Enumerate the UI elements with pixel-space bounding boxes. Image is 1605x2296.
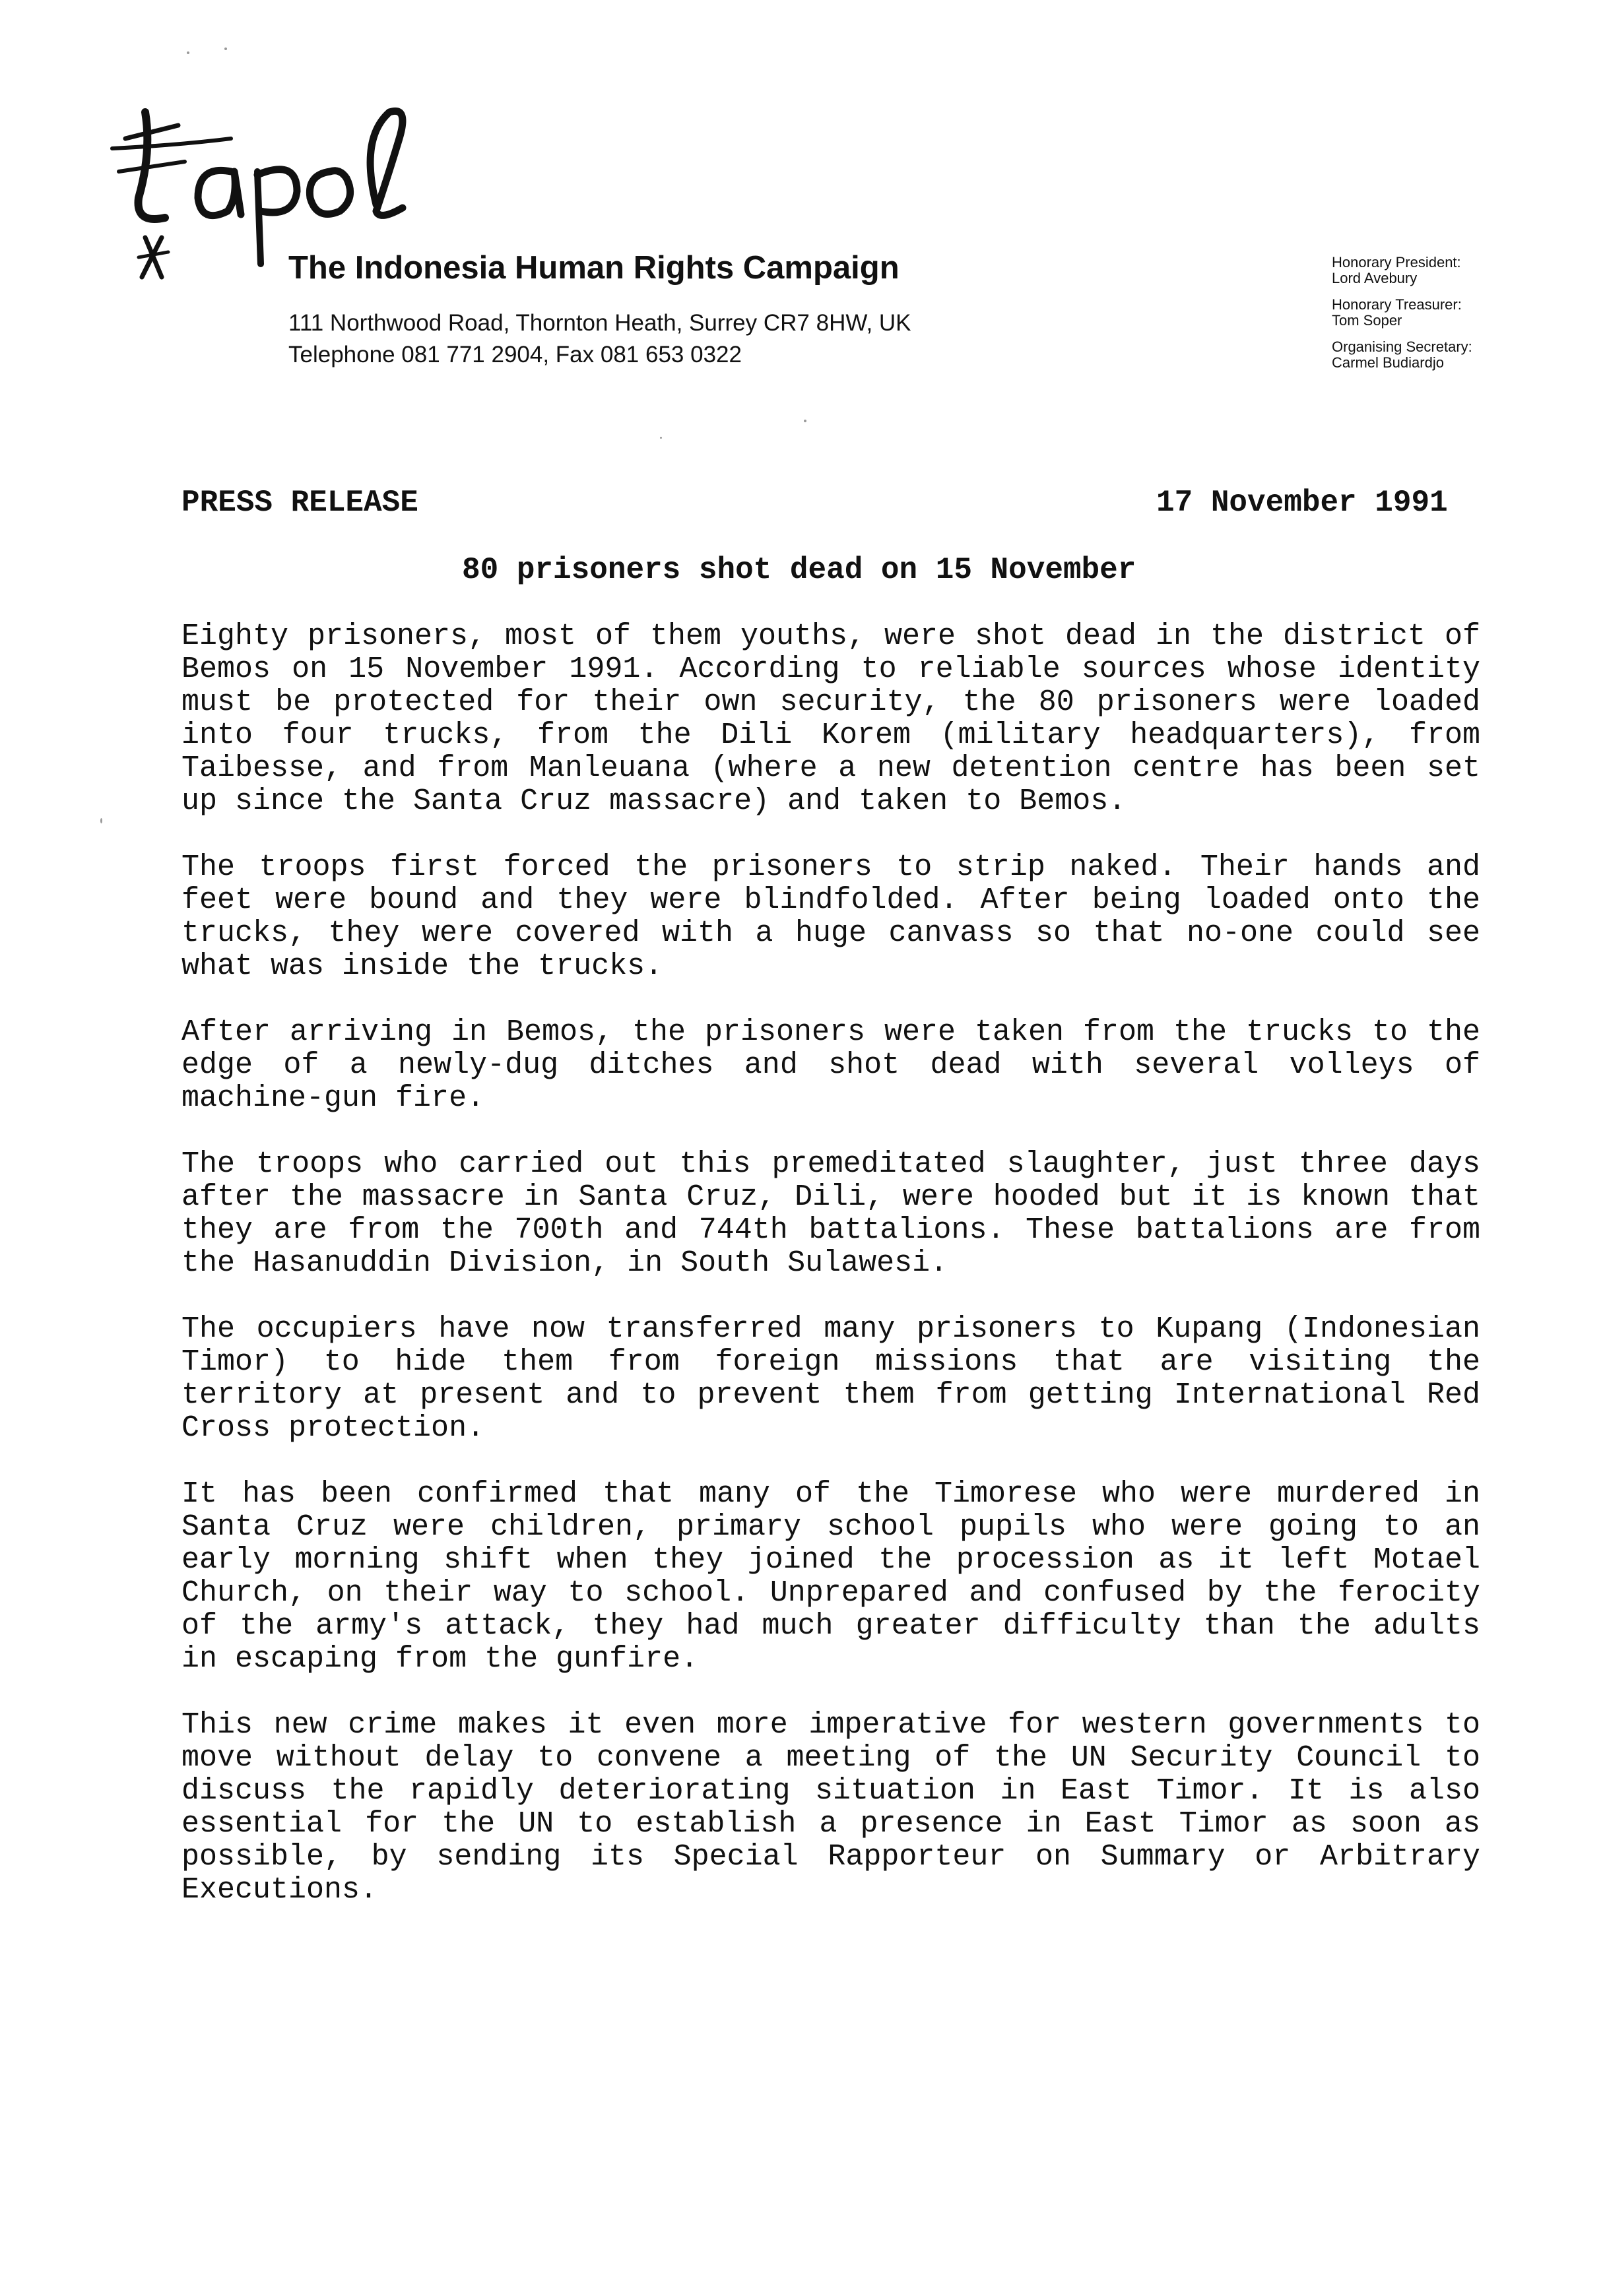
officer-name: Tom Soper bbox=[1332, 312, 1402, 329]
release-body bbox=[181, 620, 1480, 1940]
scan-speck bbox=[187, 51, 189, 54]
release-date: 17 November 1991 bbox=[1156, 486, 1448, 520]
scan-speck bbox=[804, 420, 806, 422]
scan-speck bbox=[660, 437, 662, 439]
officer-role: Honorary Treasurer: bbox=[1332, 296, 1462, 313]
press-release-label: PRESS RELEASE bbox=[181, 486, 418, 520]
body-paragraph: Eighty prisoners, most of them youths, were shot dead in the district of Bemos on 15 November 1991. According to reliable sources whose identity must be protected for their own security, the 80 prisoners were loaded into four trucks, from the Dili Korem (military headquarters), from Taibesse, and from Manleuana (where a new detention centre has been set up since the Santa Cruz massacre) and taken to Bemos. bbox=[181, 620, 1480, 818]
officer-name: Carmel Budiardjo bbox=[1332, 354, 1444, 371]
headline: 80 prisoners shot dead on 15 November bbox=[462, 553, 1136, 587]
body-paragraph: This new crime makes it even more imperative for western governments to move without delay to convene a meeting of the UN Security Council to discuss the rapidly deteriorating situation in East Timor. It is also essential for the UN to establish a presence in East Timor as soon as possible, by sending its Special Rapporteur on Summary or Arbitrary Executions. bbox=[181, 1708, 1480, 1907]
body-paragraph: The occupiers have now transferred many prisoners to Kupang (Indonesian Timor) to hide them from foreign missions that are visiting the territory at present and to prevent them from getting International Red Cross protection. bbox=[181, 1312, 1480, 1445]
organisation-name: The Indonesia Human Rights Campaign bbox=[288, 250, 900, 286]
organisation-address: 111 Northwood Road, Thornton Heath, Surrey CR7 8HW, UK bbox=[288, 310, 911, 336]
officer-name: Lord Avebury bbox=[1332, 270, 1418, 286]
body-paragraph: The troops first forced the prisoners to strip naked. Their hands and feet were bound and they were blindfolded. After being loaded onto the trucks, they were covered with a huge canvass so that no-one could see what was inside the trucks. bbox=[181, 850, 1480, 983]
officer-role: Organising Secretary: bbox=[1332, 338, 1472, 355]
organisation-phone-fax: Telephone 081 771 2904, Fax 081 653 0322 bbox=[288, 342, 742, 367]
officer-role: Honorary President: bbox=[1332, 254, 1461, 271]
body-paragraph: The troops who carried out this premeditated slaughter, just three days after the massacre in Santa Cruz, Dili, were hooded but it is known that they are from the 700th and 744th battalions. These battalions are from the Hasanuddin Division, in South Sulawesi. bbox=[181, 1147, 1480, 1280]
honorary-officers bbox=[1332, 255, 1472, 381]
scan-speck bbox=[224, 48, 227, 50]
body-paragraph: After arriving in Bemos, the prisoners were taken from the trucks to the edge of a newly-dug ditches and shot dead with several volleys of machine-gun fire. bbox=[181, 1015, 1480, 1115]
body-paragraph: It has been confirmed that many of the Timorese who were murdered in Santa Cruz were children, primary school pupils who were going to an early morning shift when they joined the procession as it left Motael Church, on their way to school. Unprepared and confused by the ferocity of the army's attack, they had much greater difficulty than the adults in escaping from the gunfire. bbox=[181, 1477, 1480, 1676]
scan-speck bbox=[100, 818, 102, 823]
